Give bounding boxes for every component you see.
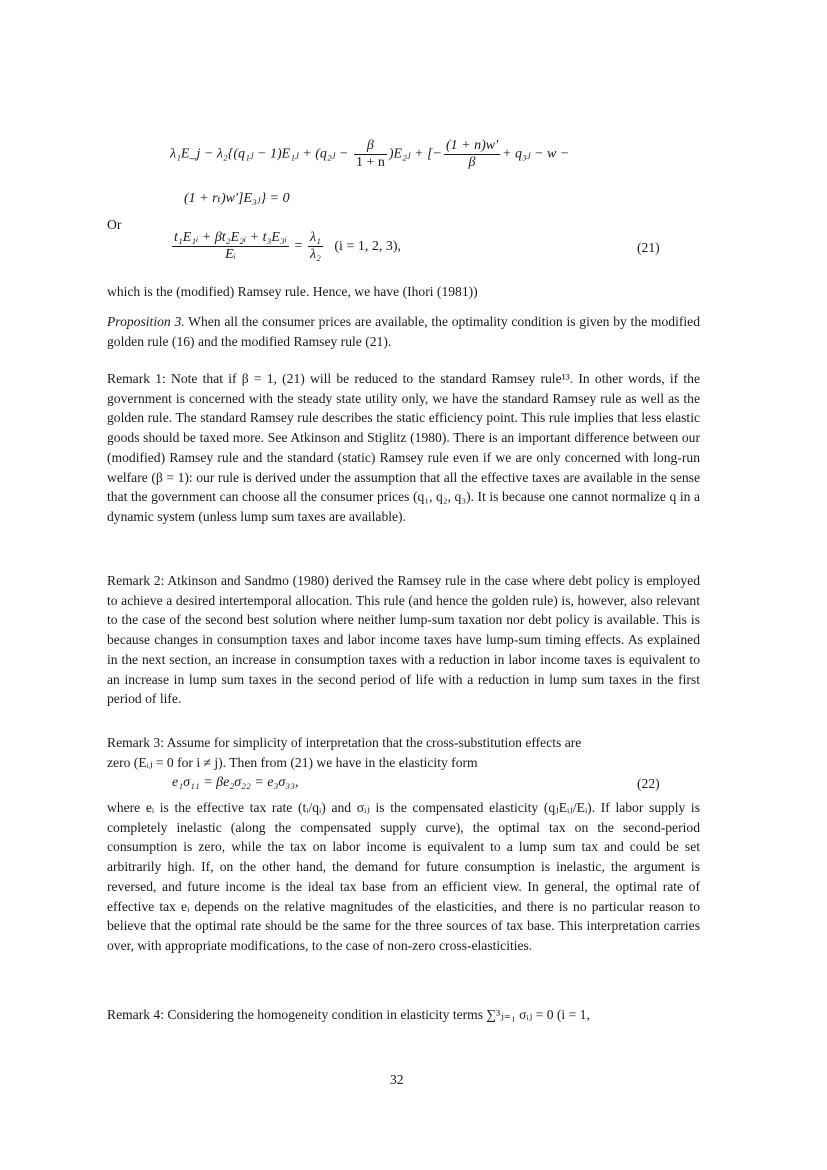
remark-1: Remark 1: Note that if β = 1, (21) will be reduced to the standard Ramsey rule¹³. In other words, if the government is concerned with the steady state utility only, we have the standard Ramsey rule as well as the golden rule. The standard Ramsey rule describes the static efficiency point. This rule implies that less elastic goods should be taxed more. See Atkinson and Stiglitz (1980). There is an important difference between our (modified) Ramsey rule and the standard (static) Ramsey rule even if we are only concerned with long-run welfare (β = 1): our rule is derived under the assumption that all the effective taxes are available in the sense that the government can choose all the consumer prices (q₁, q₂, q₃). It is because one cannot normalize q in a dynamic system (unless lump sum taxes are available). — [107, 371, 700, 524]
fraction-wage-over-beta: $\frac{(1 + n)w'}{\beta}$ — [445, 138, 499, 170]
proposition-3-label: Proposition 3. — [107, 314, 185, 329]
fraction-beta-over-1n: $\frac{\beta}{1 + n}$ — [355, 138, 385, 170]
equation-number-22: (22) — [637, 776, 660, 791]
after-equation-21-text: which is the (modified) Ramsey rule. Hence, we have (Ihori (1981)) — [107, 284, 478, 299]
proposition-3-text: When all the consumer prices are available, the optimality condition is given by the modified golden rule (16) and the modified Ramsey rule (21). — [107, 314, 700, 349]
page-number: 32 — [390, 1072, 404, 1087]
remark-4: Remark 4: Considering the homogeneity condition in elasticity terms ∑³ⱼ₌₁ σᵢⱼ = 0 (i = 1, — [107, 1007, 590, 1022]
fraction-tax-sum: $\frac{\text{t₁E₁ᵢ + βt₂E₂ᵢ + t₃E₃ᵢ}}{\text{Eᵢ}}$ — [174, 230, 288, 262]
equation-20-line1: λ₁E_j − λ₂{(q₁ⱼ − 1)E₁ⱼ + (q₂ⱼ − $\frac{\beta}{1 + n}$ )E₂ⱼ + [− $\frac{(1 + n)w'}{\beta}$ + q₃ⱼ − w − — [170, 138, 570, 170]
or-label: Or — [107, 217, 122, 232]
equation-21: $\frac{\text{t₁E₁ᵢ + βt₂E₂ᵢ + t₃E₃ᵢ}}{\text{Eᵢ}}$ = $\frac{\text{λ₁}}{\text{λ₂}}$ (i = 1, 2, 3), — [174, 230, 401, 262]
remark-3-zero-line: zero (Eᵢⱼ = 0 for i ≠ j). Then from (21) we have in the elasticity form — [107, 755, 478, 770]
equation-number-21: (21) — [637, 240, 660, 255]
remark-3-body: where eᵢ is the effective tax rate (tᵢ/qᵢ) and σᵢⱼ is the compensated elasticity (qⱼEᵢⱼ/Eᵢ). If labor supply is completely inelastic (along the compensated supply curve), the optimal tax on the second-period consumption is zero, while the tax on labor income is equivalent to a lump sum tax and could be set arbitrarily high. If, on the other hand, the demand for future consumption is inelastic, the argument is reversed, and future income is the ideal tax base from an efficient view. In general, the optimal rate of effective tax eᵢ depends on the relative magnitudes of the elasticities, and there is no particular reason to believe that the optimal rate should be the same for the three sources of tax base. This interpretation carries over, with appropriate modifications, to the case of non-zero cross-elasticities. — [107, 800, 700, 953]
remark-2: Remark 2: Atkinson and Sandmo (1980) derived the Ramsey rule in the case where debt policy is employed to achieve a desired intertemporal allocation. This rule (and hence the golden rule) is, however, also relevant to the case of the second best solution where neither lump-sum taxation nor debt policy is available. This is because changes in consumption taxes and labor income taxes have lump-sum timing effects. As explained in the next section, an increase in consumption taxes with a reduction in labor income taxes is equivalent to an increase in lump sum taxes in the second period of life with a reduction in lump sum taxes in the first period of life. — [107, 573, 700, 707]
fraction-lambda: $\frac{\text{λ₁}}{\text{λ₂}}$ — [309, 230, 321, 262]
proposition-3 — [107, 312, 700, 351]
equation-20-line2: (1 + rₜ)w']E₃ⱼ} = 0 — [184, 191, 290, 206]
equation-22: e₁σ₁₁ = βe₂σ₂₂ = e₃σ₃₃, — [172, 775, 299, 790]
remark-3-intro: Remark 3: Assume for simplicity of interpretation that the cross-substitution effects are — [107, 735, 582, 750]
